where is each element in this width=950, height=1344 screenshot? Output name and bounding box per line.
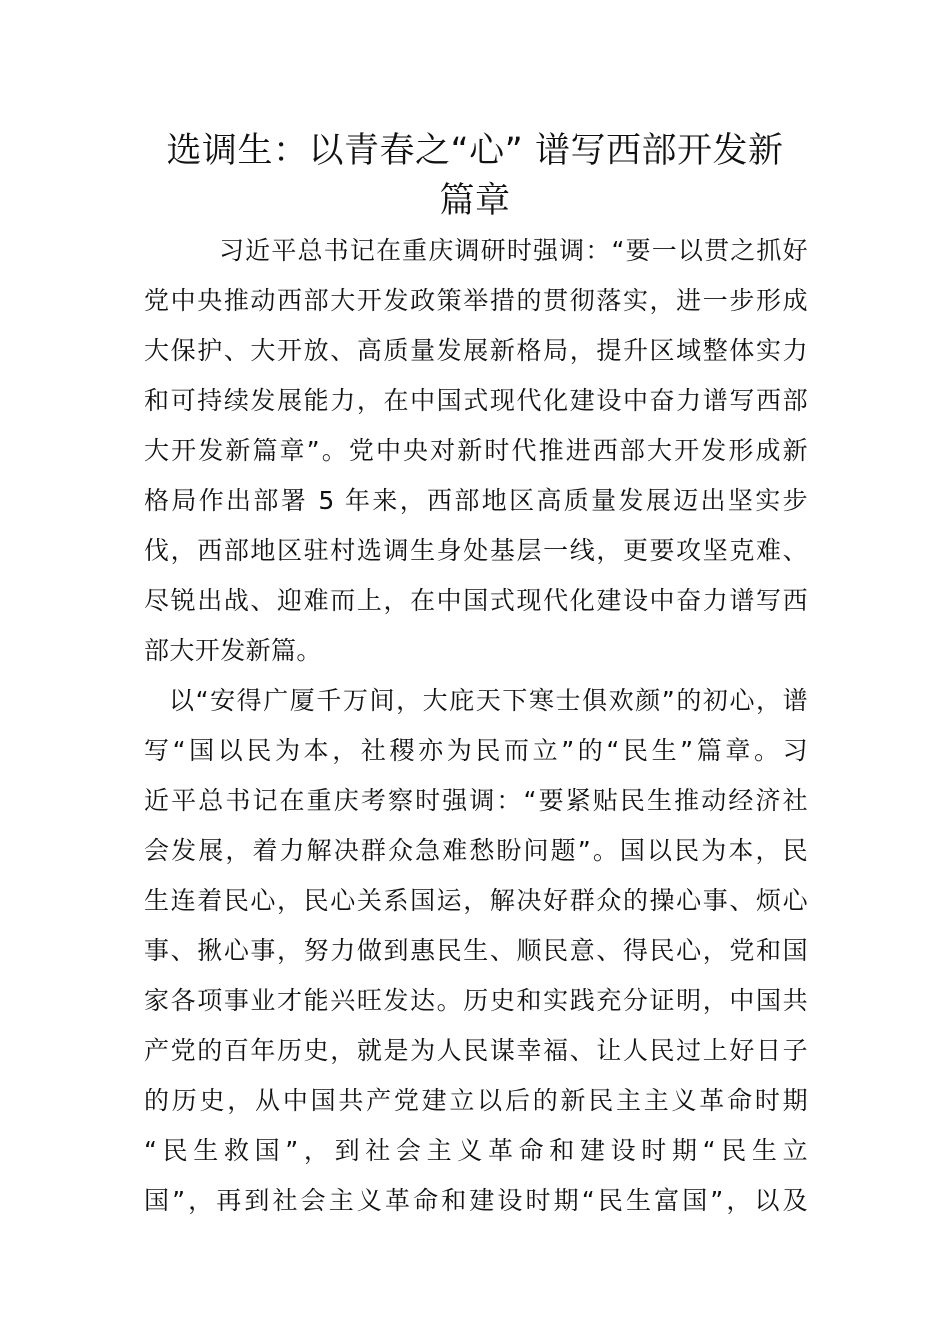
paragraph-line: 格局作出部署 5 年来，西部地区高质量发展迈出坚实步 bbox=[144, 486, 808, 515]
title-line-1: 选调生：以青春之“心” 谱写西部开发新 bbox=[166, 131, 784, 171]
paragraph-line: 部大开发新篇。 bbox=[144, 636, 322, 665]
paragraph-line: 党中央推动西部大开发政策举措的贯彻落实，进一步形成 bbox=[144, 286, 808, 315]
paragraph-line: 近平总书记在重庆考察时强调：“要紧贴民生推动经济社 bbox=[144, 786, 808, 815]
paragraph-line: 习近平总书记在重庆调研时强调：“要一以贯之抓好 bbox=[219, 236, 808, 265]
paragraph-line: 伐，西部地区驻村选调生身处基层一线，更要攻坚克难、 bbox=[144, 536, 808, 565]
paragraph-line: 事、揪心事，努力做到惠民生、顺民意、得民心，党和国 bbox=[144, 936, 808, 965]
paragraph-line: 尽锐出战、迎难而上，在中国式现代化建设中奋力谱写西 bbox=[144, 586, 808, 615]
paragraph-1 bbox=[144, 226, 808, 676]
title-line-2: 篇章 bbox=[439, 181, 511, 221]
paragraph-line: 大保护、大开放、高质量发展新格局，提升区域整体实力 bbox=[144, 336, 808, 365]
document-title bbox=[120, 126, 830, 226]
document-body bbox=[144, 226, 808, 1226]
paragraph-line: 的历史，从中国共产党建立以后的新民主主义革命时期 bbox=[144, 1086, 808, 1115]
paragraph-line: 会发展，着力解决群众急难愁盼问题”。国以民为本，民 bbox=[144, 836, 808, 865]
paragraph-line: 国”，再到社会主义革命和建设时期“民生富国”，以及 bbox=[144, 1186, 808, 1215]
paragraph-line: 家各项事业才能兴旺发达。历史和实践充分证明，中国共 bbox=[144, 986, 808, 1015]
paragraph-line: 以“安得广厦千万间，大庇天下寒士俱欢颜”的初心，谱 bbox=[169, 686, 808, 715]
paragraph-2 bbox=[144, 676, 808, 1226]
paragraph-line: 和可持续发展能力，在中国式现代化建设中奋力谱写西部 bbox=[144, 386, 808, 415]
paragraph-line: 生连着民心，民心关系国运，解决好群众的操心事、烦心 bbox=[144, 886, 808, 915]
paragraph-line: 写“国以民为本，社稷亦为民而立”的“民生”篇章。习 bbox=[144, 736, 808, 765]
paragraph-line: 产党的百年历史，就是为人民谋幸福、让人民过上好日子 bbox=[144, 1036, 808, 1065]
paragraph-line: “民生救国”，到社会主义革命和建设时期“民生立 bbox=[144, 1136, 808, 1165]
paragraph-line: 大开发新篇章”。党中央对新时代推进西部大开发形成新 bbox=[144, 436, 808, 465]
